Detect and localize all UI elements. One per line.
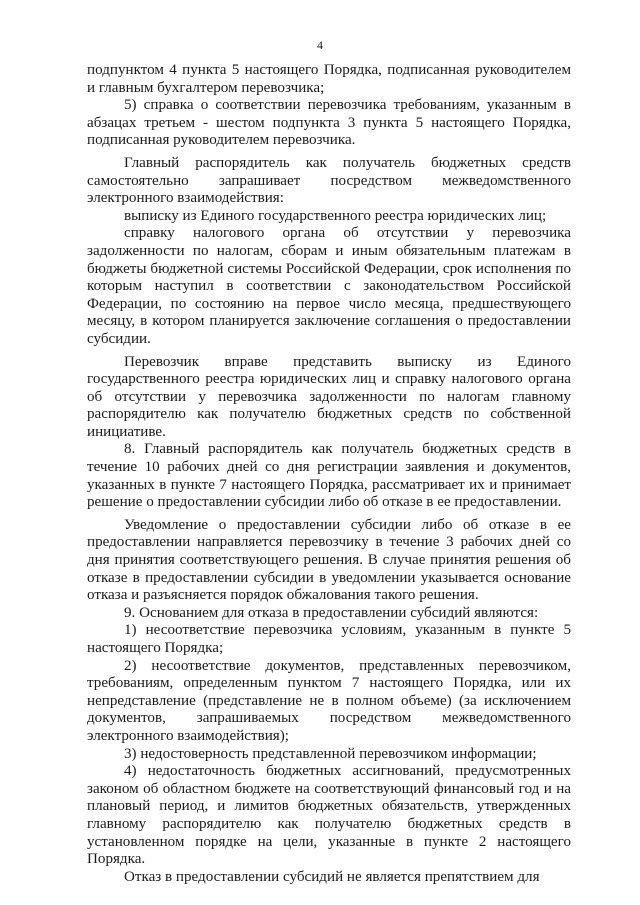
paragraph: 9. Основанием для отказа в предоставлении субсидий являются: <box>124 604 539 621</box>
paragraph: Уведомление о предоставлении субсидии либо об отказе в ее предоставлении направляется перевозчику в течение 3 рабочих дней со дня принятия соответствующего решения. В случае принятия решения об отказе в предоставлении субсидии в уведомлении указывается основание отказа и разъясняется порядок обжалования такого решения. <box>87 516 571 604</box>
paragraph: подпунктом 4 пункта 5 настоящего Порядка, подписанная руководителем и главным бухгалтером перевозчика; <box>87 62 571 96</box>
paragraph: Перевозчик вправе представить выписку из Единого государственного реестра юридических лиц и справку налогового органа об отсутствии у перевозчика задолженности по налогам главному распорядителю как получателю бюджетных средств по собственной инициативе. <box>87 353 571 440</box>
paragraph: Главный распорядитель как получатель бюджетных средств самостоятельно запрашивает посредством межведомственного электронного взаимодействия: <box>87 154 571 207</box>
paragraph: 8. Главный распорядитель как получатель бюджетных средств в течение 10 рабочих дней со дня регистрации заявления и документов, указанных в пункте 7 настоящего Порядка, рассматривает их и принимает решение о предоставлении субсидии либо об отказе в ее предоставлении. <box>87 441 571 511</box>
paragraph: выписку из Единого государственного реестра юридических лиц; <box>124 207 547 224</box>
paragraph: 4) недостаточность бюджетных ассигнований, предусмотренных законом об областном бюджете на соответствующий финансовый год и на плановый период, и лимитов бюджетных обязательств, утвержденных главному распорядителю как получателю бюджетных средств в установленном порядке на цели, указанные в пункте 2 настоящего Порядка. <box>87 763 571 868</box>
paragraph: 2) несоответствие документов, представленных перевозчиком, требованиям, определенным пунктом 7 настоящего Порядка, или их непредставление (представление не в полном объеме) (за исключением документов, запрашиваемых посредством межведомственного электронного взаимодействия); <box>87 657 571 744</box>
document-body <box>87 62 571 886</box>
page-number: 4 <box>317 38 323 52</box>
paragraph: Отказ в предоставлении субсидий не является препятствием для <box>124 868 540 885</box>
paragraph: 3) недостоверность представленной перевозчиком информации; <box>124 745 537 762</box>
paragraph: справку налогового органа об отсутствии у перевозчика задолженности по налогам, сборам и иным обязательным платежам в бюджеты бюджетной системы Российской Федерации, срок исполнения по которым наступил в соответствии с законодательством Российской Федерации, по состоянию на первое число месяца, предшествующего месяцу, в котором планируется заключение соглашения о предоставлении субсидии. <box>87 225 571 347</box>
paragraph: 5) справка о соответствии перевозчика требованиям, указанным в абзацах третьем - шестом подпункта 3 пункта 5 настоящего Порядка, подписанная руководителем перевозчика. <box>87 97 571 149</box>
paragraph: 1) несоответствие перевозчика условиям, указанным в пункте 5 настоящего Порядка; <box>87 622 571 656</box>
